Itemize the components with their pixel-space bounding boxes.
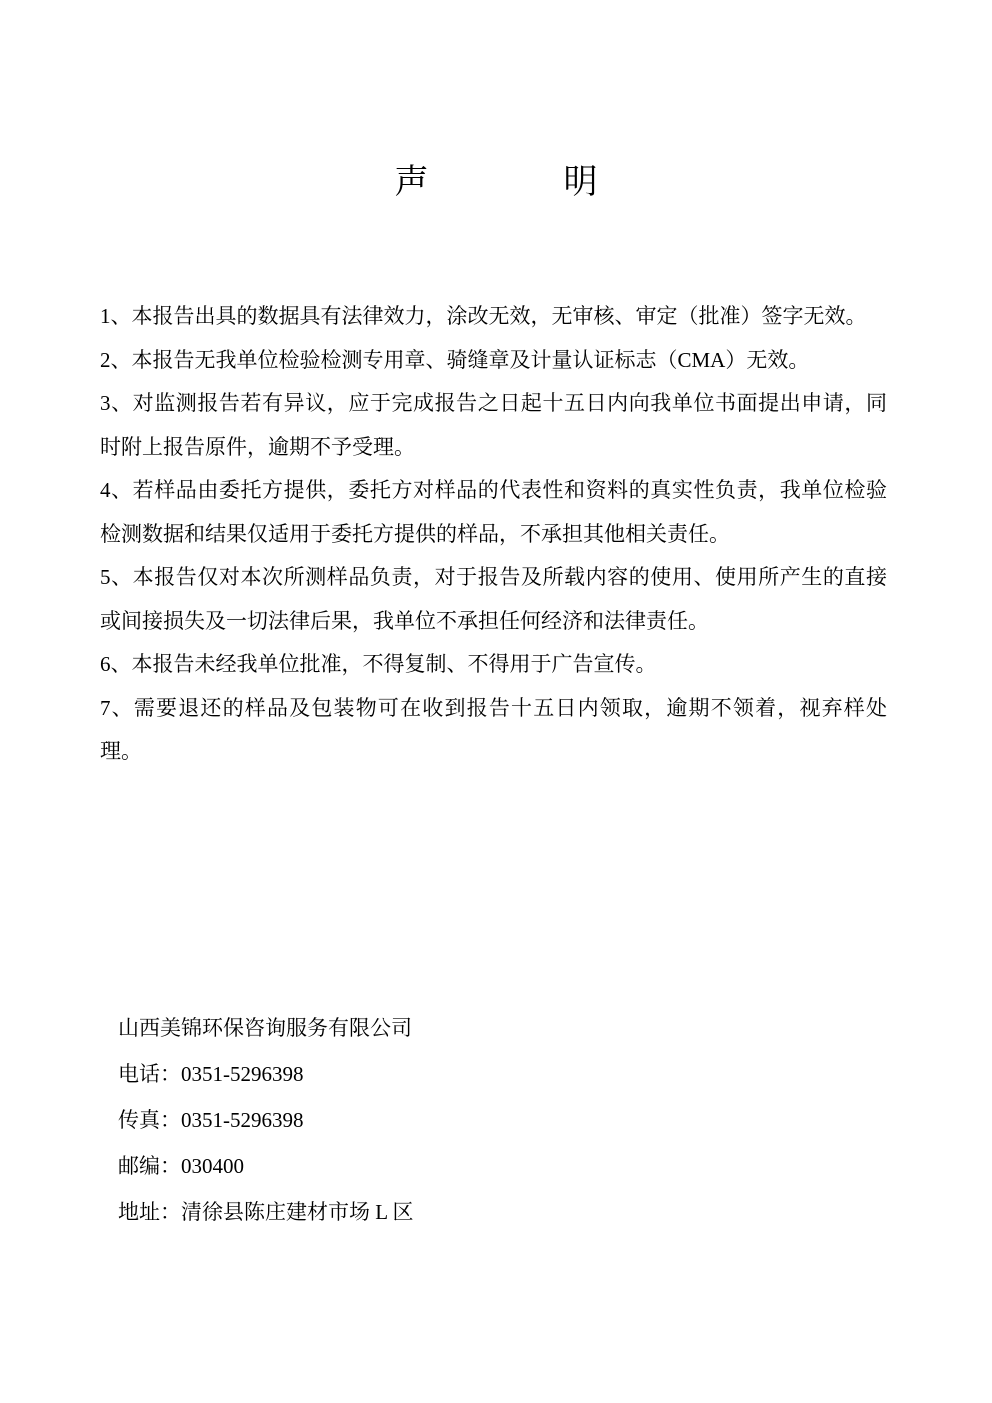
declaration-item-3: 3、对监测报告若有异议，应于完成报告之日起十五日内向我单位书面提出申请，同时附上报告原件，逾期不予受理。 <box>100 391 887 459</box>
title-char-left: 声 <box>394 164 429 201</box>
declaration-list <box>100 295 887 774</box>
declaration-item-2: 2、本报告无我单位检验检测专用章、骑缝章及计量认证标志（CMA）无效。 <box>100 347 810 372</box>
title-char-right: 明 <box>563 164 598 201</box>
declaration-item-7: 7、需要退还的样品及包装物可在收到报告十五日内领取，逾期不领着，视弃样处理。 <box>100 695 887 764</box>
company-info-block <box>118 1005 414 1235</box>
declaration-item-5: 5、本报告仅对本次所测样品负责，对于报告及所载内容的使用、使用所产生的直接或间接损失及一切法律后果，我单位不承担任何经济和法律责任。 <box>100 565 887 633</box>
declaration-item-6: 6、本报告未经我单位批准，不得复制、不得用于广告宣传。 <box>100 652 657 677</box>
declaration-item-1: 1、本报告出具的数据具有法律效力，涂改无效，无审核、审定（批准）签字无效。 <box>100 304 867 329</box>
page-title <box>0 0 992 201</box>
company-name: 山西美锦环保咨询服务有限公司 <box>118 1016 412 1040</box>
company-postcode: 邮编：030400 <box>118 1154 244 1178</box>
company-fax: 传真：0351-5296398 <box>118 1108 304 1132</box>
company-phone: 电话：0351-5296398 <box>118 1062 304 1086</box>
declaration-item-4: 4、若样品由委托方提供，委托方对样品的代表性和资料的真实性负责，我单位检验检测数据和结果仅适用于委托方提供的样品，不承担其他相关责任。 <box>100 478 887 546</box>
company-address: 地址：清徐县陈庄建材市场 L 区 <box>118 1200 414 1224</box>
